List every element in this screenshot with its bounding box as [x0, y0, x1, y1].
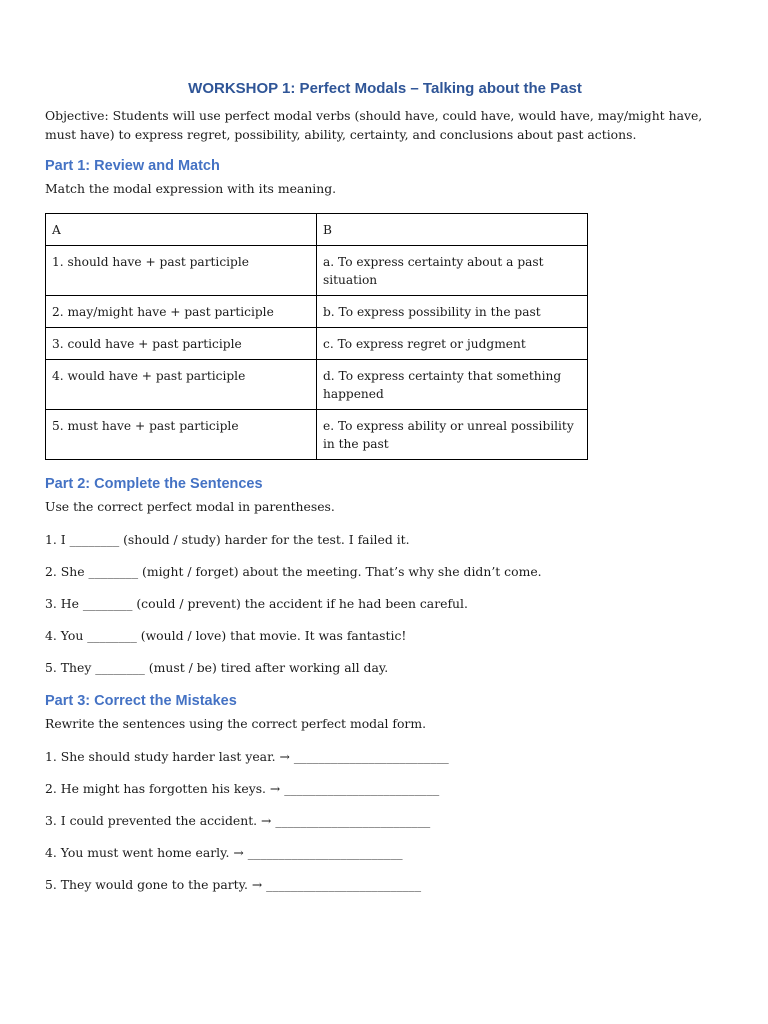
- modal-cell: 3. could have + past participle: [46, 328, 317, 360]
- part1-section: [45, 156, 725, 460]
- modal-cell: 1. should have + past participle: [46, 246, 317, 296]
- page-title: WORKSHOP 1: Perfect Modals – Talking about the Past: [188, 80, 582, 97]
- list-item: 5. They ________ (must / be) tired after working all day.: [45, 660, 389, 675]
- modal-cell: 2. may/might have + past participle: [46, 296, 317, 328]
- part2-instruction: Use the correct perfect modal in parentheses.: [45, 499, 335, 514]
- modal-cell: 5. must have + past participle: [46, 410, 317, 460]
- list-item: 3. I could prevented the accident. → _________________________: [45, 813, 431, 828]
- list-item: 4. You must went home early. → _________________________: [45, 845, 403, 860]
- table-row: [46, 410, 588, 460]
- part2-sentence-list: [45, 531, 725, 677]
- table-header-row: [46, 214, 588, 246]
- part1-heading: Part 1: Review and Match: [45, 158, 220, 174]
- modal-cell: 4. would have + past participle: [46, 360, 317, 410]
- meaning-cell: c. To express regret or judgment: [317, 328, 588, 360]
- table-row: [46, 246, 588, 296]
- part2-section: [45, 474, 725, 677]
- part1-instruction: Match the modal expression with its meaning.: [45, 181, 337, 196]
- match-table: [45, 213, 588, 460]
- table-row: [46, 360, 588, 410]
- list-item: 3. He ________ (could / prevent) the accident if he had been careful.: [45, 596, 468, 611]
- column-b-header: B: [317, 214, 588, 246]
- part3-instruction: Rewrite the sentences using the correct perfect modal form.: [45, 716, 427, 731]
- meaning-cell: e. To express ability or unreal possibility in the past: [317, 410, 588, 460]
- table-row: [46, 328, 588, 360]
- list-item: 2. She ________ (might / forget) about the meeting. That’s why she didn’t come.: [45, 564, 542, 579]
- part3-sentence-list: [45, 748, 725, 894]
- meaning-cell: b. To express possibility in the past: [317, 296, 588, 328]
- list-item: 2. He might has forgotten his keys. → _________________________: [45, 781, 440, 796]
- worksheet-page: [45, 78, 725, 908]
- part3-section: [45, 691, 725, 894]
- list-item: 5. They would gone to the party. → _________________________: [45, 877, 422, 892]
- list-item: 1. She should study harder last year. → _________________________: [45, 749, 449, 764]
- meaning-cell: a. To express certainty about a past situation: [317, 246, 588, 296]
- part2-heading: Part 2: Complete the Sentences: [45, 476, 263, 492]
- meaning-cell: d. To express certainty that something happened: [317, 360, 588, 410]
- part3-heading: Part 3: Correct the Mistakes: [45, 693, 237, 709]
- objective-text: Objective: Students will use perfect modal verbs (should have, could have, would have, may/might have, must have) to express regret, possibility, ability, certainty, and conclusions about past actions.: [45, 108, 703, 142]
- column-a-header: A: [46, 214, 317, 246]
- list-item: 4. You ________ (would / love) that movie. It was fantastic!: [45, 628, 407, 643]
- table-row: [46, 296, 588, 328]
- list-item: 1. I ________ (should / study) harder for the test. I failed it.: [45, 532, 410, 547]
